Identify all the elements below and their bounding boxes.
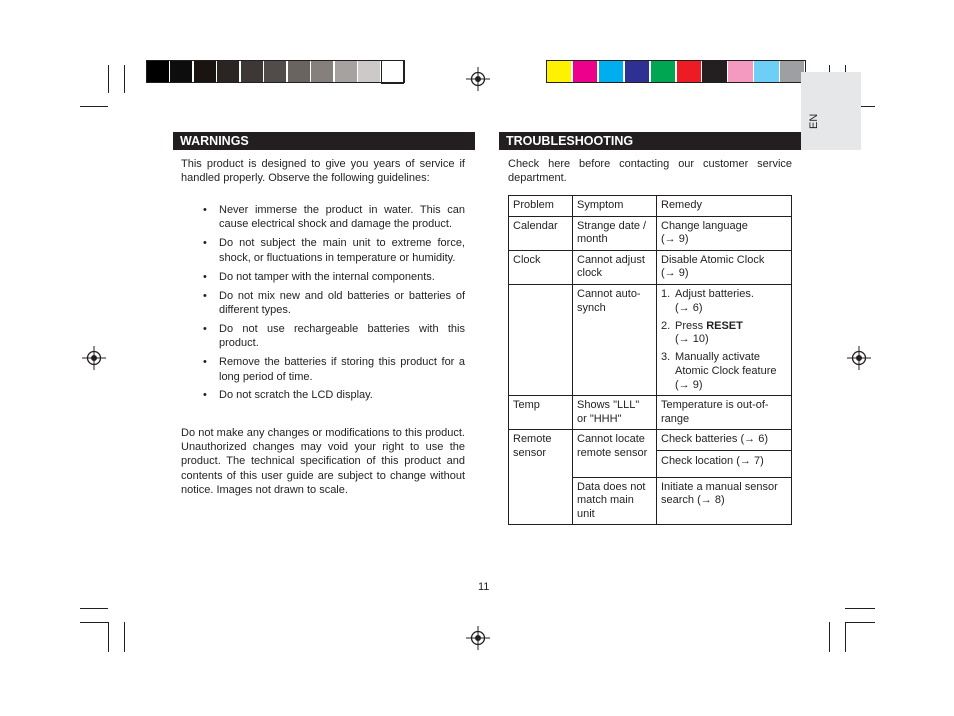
arrow-icon: →: [678, 333, 690, 346]
color-swatch: [754, 61, 778, 83]
table-row: [509, 284, 792, 395]
column-header: Remedy: [657, 196, 792, 217]
remedy-cell: Initiate a manual sensor search (→ 8): [657, 477, 792, 525]
remedy-steps: [661, 288, 787, 392]
color-swatch: [288, 61, 310, 83]
color-swatch: [358, 61, 380, 83]
warnings-heading: WARNINGS: [173, 132, 475, 150]
crop-mark: [80, 106, 108, 107]
crop-mark: [124, 65, 125, 93]
crop-mark: [80, 622, 108, 623]
warnings-closing-paragraph: Do not make any changes or modifications to this product. Unauthorized changes may void your right to use the product. The technical specification of this product and contents of this user guide are subject to change without notice. Images not drawn to scale.: [181, 427, 465, 496]
remedy-cell: Check location (→ 7): [657, 450, 792, 477]
color-swatch: [702, 61, 726, 83]
language-tab: [801, 72, 861, 150]
list-item: • Do not scratch the LCD display.: [203, 389, 373, 402]
color-swatch: [728, 61, 752, 83]
language-tab-label: EN: [808, 113, 820, 129]
remedy-cell: Disable Atomic Clock (→ 9): [657, 250, 792, 284]
list-item: 3. Manually activate Atomic Clock feature (→ 9): [661, 351, 777, 391]
remedy-cell: Change language (→ 9): [657, 216, 792, 250]
color-swatch: [264, 61, 286, 83]
crop-mark: [845, 622, 846, 652]
reset-key-label: RESET: [706, 319, 743, 332]
color-swatch: [382, 61, 404, 83]
crop-mark: [108, 622, 109, 652]
crop-mark: [80, 608, 108, 609]
symptom-cell: Cannot auto-synch: [573, 284, 657, 395]
color-swatch: [170, 61, 192, 83]
registration-target-icon: [466, 626, 490, 650]
symptom-cell: Cannot locate remote sensor: [573, 430, 657, 477]
arrow-icon: →: [664, 233, 676, 246]
remedy-cell: Temperature is out-of-range: [657, 396, 792, 430]
remedy-cell: Check batteries (→ 6): [657, 430, 792, 451]
symptom-cell: Data does not match main unit: [573, 477, 657, 525]
table-row: [509, 216, 792, 250]
remedy-cell: [657, 284, 792, 395]
table-row: [509, 250, 792, 284]
list-item: 2. Press RESET (→ 10): [661, 319, 743, 346]
registration-target-icon: [466, 67, 490, 91]
page-number: 11: [478, 581, 490, 593]
symptom-cell: Cannot adjust clock: [573, 250, 657, 284]
color-swatch: [677, 61, 701, 83]
column-header: Symptom: [573, 196, 657, 217]
color-swatch: [573, 61, 597, 83]
registration-target-icon: [847, 346, 871, 370]
color-swatch: [547, 61, 571, 83]
list-item: • Remove the batteries if storing this product for a long period of time.: [203, 356, 465, 383]
list-item: • Do not use rechargeable batteries with this product.: [203, 322, 465, 350]
color-swatch: [335, 61, 357, 83]
table-row: [509, 430, 792, 451]
color-swatch: [194, 61, 216, 83]
color-swatch: [147, 61, 169, 83]
troubleshooting-heading: TROUBLESHOOTING: [499, 132, 801, 150]
warnings-intro: This product is designed to give you years of service if handled properly. Observe the following guidelines:: [181, 158, 465, 185]
color-swatch: [599, 61, 623, 83]
crop-mark: [845, 608, 875, 609]
problem-cell: Clock: [509, 250, 573, 284]
registration-target-icon: [82, 346, 106, 370]
color-swatch: [625, 61, 649, 83]
arrow-icon: →: [664, 267, 676, 280]
crop-mark: [829, 622, 830, 652]
arrow-icon: →: [678, 301, 690, 314]
problem-cell: Remote sensor: [509, 430, 573, 525]
color-swatch: [651, 61, 675, 83]
troubleshooting-table: [508, 195, 792, 525]
list-item: • Never immerse the product in water. This can cause electrical shock and damage the product.: [203, 204, 465, 231]
symptom-cell: Strange date / month: [573, 216, 657, 250]
troubleshooting-intro: Check here before contacting our customer service department.: [508, 158, 792, 185]
warnings-bullet-list: [203, 203, 465, 407]
arrow-icon: →: [678, 378, 690, 391]
table-header-row: [509, 196, 792, 217]
color-swatch: [241, 61, 263, 83]
list-item: • Do not subject the main unit to extreme force, shock, or fluctuations in temperature or humidity.: [203, 237, 465, 264]
color-swatch: [217, 61, 239, 83]
arrow-icon: →: [700, 494, 712, 507]
arrow-icon: →: [739, 454, 751, 467]
symptom-cell: Shows "LLL" or "HHH": [573, 396, 657, 430]
list-item: • Do not mix new and old batteries or batteries of different types.: [203, 289, 465, 316]
problem-cell: Temp: [509, 396, 573, 430]
crop-mark: [124, 622, 125, 652]
problem-cell: Calendar: [509, 216, 573, 250]
list-item: • Do not tamper with the internal components.: [203, 270, 435, 283]
list-item: 1. Adjust batteries. (→ 6): [661, 287, 754, 314]
crop-mark: [845, 622, 875, 623]
table-row: [509, 396, 792, 430]
crop-mark: [108, 65, 109, 93]
color-swatch: [311, 61, 333, 83]
problem-cell: [509, 284, 573, 395]
column-header: Problem: [509, 196, 573, 217]
arrow-icon: →: [744, 433, 756, 446]
